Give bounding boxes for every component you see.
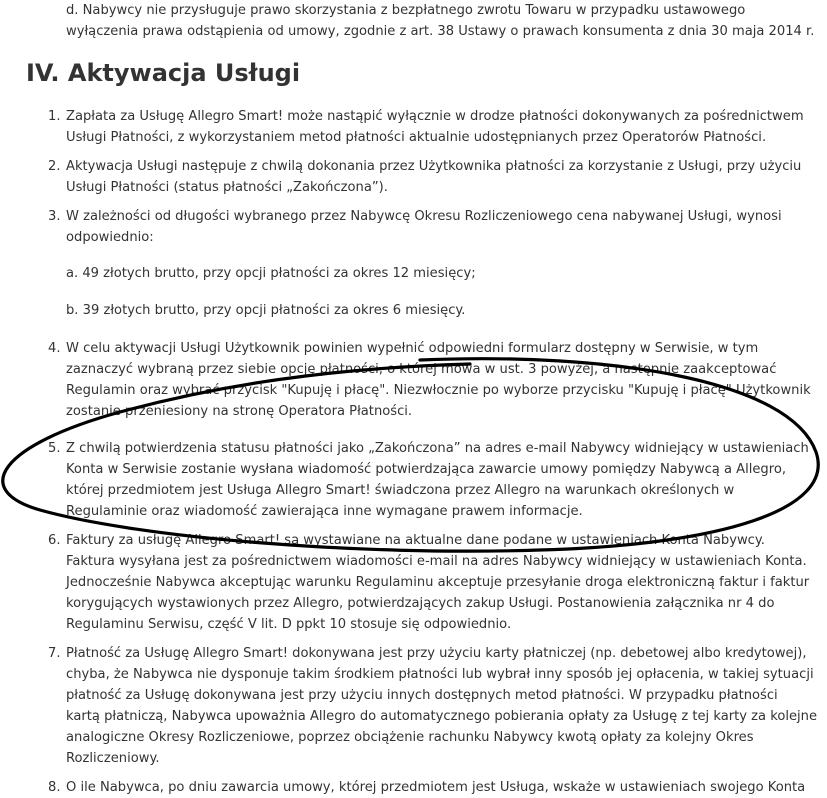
list-item-5 [66, 438, 809, 522]
list-item-number: 6. [48, 533, 61, 548]
list-item-number: 5. [48, 441, 61, 456]
list-item-line: Usługi Płatności, z wykorzystaniem metod płatności aktualnie udostępnianych przez Operatorów Płatności. [66, 130, 767, 145]
prev-item-d-line: d. Nabywcy nie przysługuje prawo skorzystania z bezpłatnego zwrotu Towaru w przypadku ustawowego [66, 3, 746, 18]
list-subitem-b [66, 300, 801, 321]
list-item-4 [66, 338, 811, 422]
list-subitem-line: b. 39 złotych brutto, przy opcji płatności za okres 6 miesięcy. [66, 303, 466, 318]
list-item-line: O ile Nabywca, po dniu zawarcia umowy, której przedmiotem jest Usługa, wskaże w ustawieniach swojego Konta [66, 780, 806, 795]
list-item-line: Usługi Płatności (status płatności „Zakończona”). [66, 180, 388, 195]
list-item-number: 4. [48, 341, 61, 356]
list-item-1 [66, 106, 804, 148]
list-item-8 [66, 777, 806, 798]
list-subitem-line: a. 49 złotych brutto, przy opcji płatności za okres 12 miesięcy; [66, 266, 476, 281]
list-item-line: Jednocześnie Nabywca akceptując warunku Regulaminu akceptuje przesyłanie droga elektroniczną faktur i faktur [66, 575, 810, 590]
list-item-number: 2. [48, 159, 61, 174]
list-subitem-a [66, 263, 801, 284]
list-item-line: Regulamin oraz wybrać przycisk "Kupuję i płacę". Niezwłocznie po wyborze przycisku "Kupuję i płacę" Użytkownik [66, 383, 811, 398]
list-item-line: Faktury za usługę Allegro Smart! są wystawiane na aktualne dane podane w ustawieniach Konta Nabywcy. [66, 533, 765, 548]
list-item-line: Aktywacja Usługi następuje z chwilą dokonania przez Użytkownika płatności za korzystanie z Usługi, przy użyciu [66, 159, 802, 174]
list-item-line: korygujących wystawionych przez Allegro, potwierdzających zakup Usługi. Postanowienia załącznika nr 4 do [66, 596, 775, 611]
list-item-line: odpowiednio: [66, 230, 154, 245]
list-item-line: kartą płatniczą, Nabywca upoważnia Allegro do automatycznego pobierania opłaty za Usługę z tej karty za kolejne [66, 709, 818, 724]
list-item-line: której przedmiotem jest Usługa Allegro Smart! świadczona przez Allegro na warunkach określonych w [66, 483, 735, 498]
list-item-line: Rozliczeniowy. [66, 751, 160, 766]
list-item-line: płatność za Usługę dokonywana jest przy użyciu innych dostępnych metod płatności. W przypadku płatności [66, 688, 778, 703]
list-item-line: Regulaminu Serwisu, część V lit. D ppkt 10 stosuje się odpowiednio. [66, 617, 512, 632]
section-heading: IV. Aktywacja Usługi [26, 59, 301, 87]
list-item-line: Regulaminie oraz wiadomość zawierająca inne wymagane prawem informacje. [66, 504, 583, 519]
list-item-line: Z chwilą potwierdzenia statusu płatności jako „Zakończona” na adres e-mail Nabywcy widniejący w ustawieniach [66, 441, 809, 456]
list-item-line: chyba, że Nabywca nie dysponuje takim środkiem płatności lub wybrał inny sposób jej opłacenia, w takiej sytuacji [66, 667, 814, 682]
list-item-line: zaznaczyć wybraną przez siebie opcję płatności, o której mowa w ust. 3 powyżej, a następnie zaakceptować [66, 362, 777, 377]
prev-item-d-line: wyłączenia prawa odstąpienia od umowy, zgodnie z art. 38 Ustawy o prawach konsumenta z dnia 30 maja 2014 r. [66, 24, 815, 39]
list-item-line: zostanie przeniesiony na stronę Operatora Płatności. [66, 404, 413, 419]
list-item-2 [66, 156, 801, 198]
prev-list-item-d [66, 0, 815, 42]
list-item-line: Konta w Serwisie zostanie wysłana wiadomość potwierdzająca zawarcie umowy pomiędzy Nabywcą a Allegro, [66, 462, 787, 477]
list-item-line: analogiczne Okresy Rozliczeniowe, poprzez obciążenie rachunku Nabywcy kwotą opłaty za kolejny Okres [66, 730, 754, 745]
list-item-line: Faktura wysyłana jest za pośrednictwem wiadomości e-mail na adres Nabywcy widniejący w ustawieniach Konta. [66, 554, 807, 569]
list-item-number: 8. [48, 780, 61, 795]
list-item-3 [66, 206, 801, 248]
list-item-line: Płatność za Usługę Allegro Smart! dokonywana jest przy użyciu karty płatniczej (np. debetowej albo kredytowej), [66, 646, 807, 661]
list-item-line: Zapłata za Usługę Allegro Smart! może nastąpić wyłącznie w drodze płatności dokonywanych za pośrednictwem [66, 109, 804, 124]
list-item-7 [66, 643, 818, 769]
list-item-number: 3. [48, 209, 61, 224]
list-item-number: 1. [48, 109, 61, 124]
list-item-line: W celu aktywacji Usługi Użytkownik powinien wypełnić odpowiedni formularz dostępny w Serwisie, w tym [66, 341, 759, 356]
list-item-6 [66, 530, 810, 635]
list-item-line: W zależności od długości wybranego przez Nabywcę Okresu Rozliczeniowego cena nabywanej Usługi, wynosi [66, 209, 782, 224]
list-item-number: 7. [48, 646, 61, 661]
